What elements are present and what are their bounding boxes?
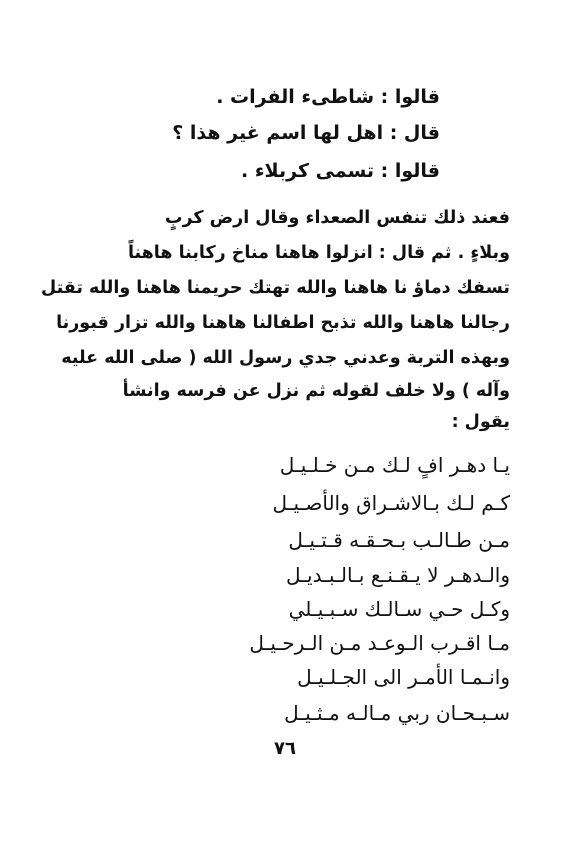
verse-line-4: والـدهـر لا يـقـنـع بـالـبـديـل [286,563,510,587]
verse-line-7: وانـمـا الأمـر الى الجـلـيـل [297,665,510,689]
prose-line-2: وبلاءٍ . ثم قال : انزلوا هاهنا مناخ ركابنا هاهناً [127,243,510,263]
dialogue-line-2: قال : اهل لها اسم غير هذا ؟ [172,122,440,144]
verse-line-5: وكـل حـي سـالـك سـبـيـلي [288,597,510,621]
prose-line-3: تسفك دماؤ نا هاهنا والله تهتك حريمنا هاهنا والله تقتل [40,278,510,298]
dialogue-line-3: قالوا : تسمى كربلاء . [241,160,440,182]
prose-line-7: يقول : [451,412,510,432]
page-number: ٧٦ [274,738,296,759]
verse-line-8: سـبـحـان ربي مـالـه مـثـيـل [284,701,510,725]
prose-line-5: وبهذه التربة وعدني جدي رسول الله ( صلى الله عليه [61,348,510,368]
verse-line-6: مـا اقـرب الـوعـد مـن الـرحـيـل [249,631,510,655]
verse-line-3: مـن طـالـب بـحـقـه قـتـيـل [288,528,510,552]
prose-line-6: وآله ) ولا خلف لقوله ثم نزل عن فرسه وانشأ [122,381,510,401]
prose-line-4: رجالنا هاهنا والله تذبح اطفالنا هاهنا والله تزار قبورنا [56,313,510,333]
verse-line-2: كـم لـك بـالاشـراق والأصـيـل [272,491,510,515]
dialogue-line-1: قالوا : شاطىء الفرات . [216,86,440,108]
prose-line-1: فعند ذلك تنفس الصعداء وقال ارض كربٍ [164,208,510,228]
verse-line-1: يـا دهـر افٍ لـك مـن خـلـيـل [279,453,510,477]
